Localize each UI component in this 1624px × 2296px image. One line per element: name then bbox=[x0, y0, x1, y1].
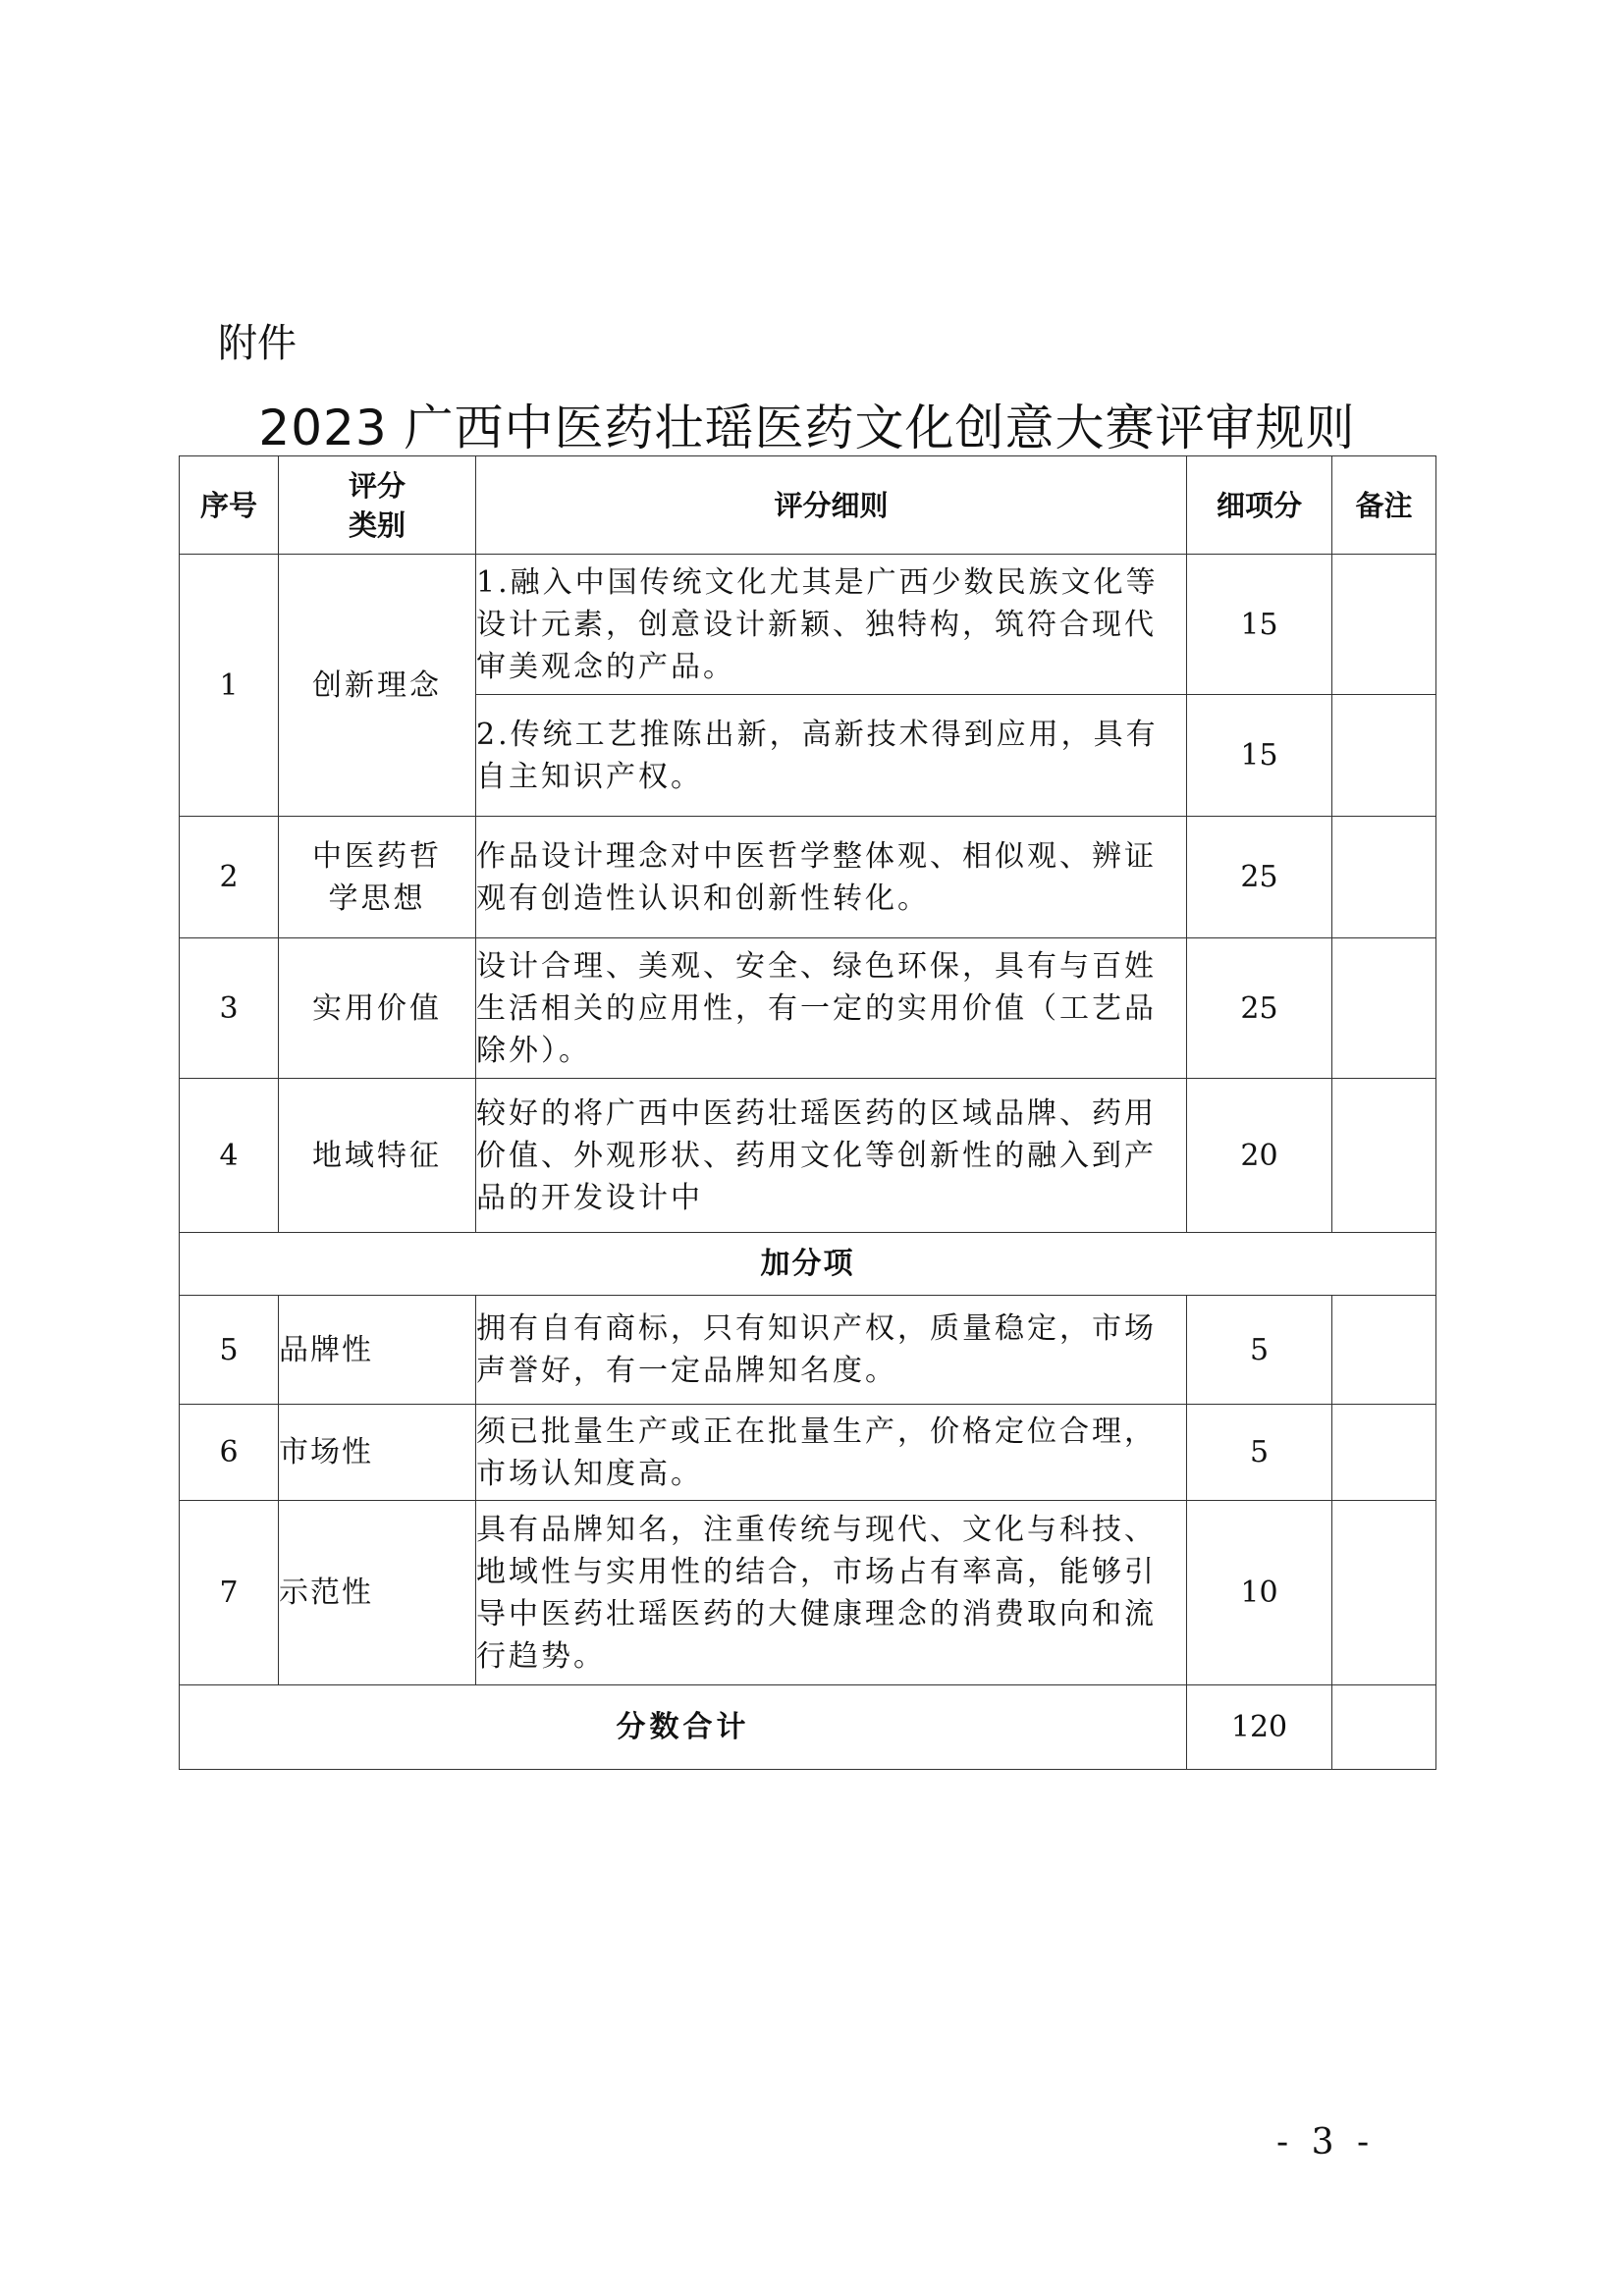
header-category bbox=[279, 456, 476, 555]
row-detail: 设计合理、美观、安全、绿色环保，具有与百姓生活相关的应用性，有一定的实用价值（工艺品除外）。 bbox=[476, 938, 1187, 1079]
row-category: 创新理念 bbox=[279, 555, 476, 817]
header-row bbox=[180, 456, 1436, 555]
row-score: 25 bbox=[1187, 938, 1332, 1079]
row-remarks bbox=[1332, 1079, 1436, 1233]
row-category: 示范性 bbox=[279, 1501, 476, 1685]
row-category-text: 中医药哲学思想 bbox=[312, 838, 442, 916]
table-row bbox=[180, 555, 1436, 695]
row-category: 地域特征 bbox=[279, 1079, 476, 1233]
row-detail: 拥有自有商标，只有知识产权，质量稳定，市场声誉好，有一定品牌知名度。 bbox=[476, 1296, 1187, 1405]
row-seq: 2 bbox=[180, 817, 279, 938]
row-category: 品牌性 bbox=[279, 1296, 476, 1405]
row-remarks bbox=[1332, 555, 1436, 695]
row-score: 15 bbox=[1187, 555, 1332, 695]
table-row bbox=[180, 1501, 1436, 1685]
row-category: 实用价值 bbox=[279, 938, 476, 1079]
row-detail: 较好的将广西中医药壮瑶医药的区域品牌、药用价值、外观形状、药用文化等创新性的融入到产品的开发设计中 bbox=[476, 1079, 1187, 1233]
scoring-rules-table bbox=[179, 455, 1436, 1770]
header-seq: 序号 bbox=[180, 456, 279, 555]
row-remarks bbox=[1332, 1296, 1436, 1405]
header-remarks: 备注 bbox=[1332, 456, 1436, 555]
row-seq: 6 bbox=[180, 1405, 279, 1501]
bonus-label: 加分项 bbox=[180, 1233, 1436, 1296]
table-row bbox=[180, 1079, 1436, 1233]
header-details: 评分细则 bbox=[476, 456, 1187, 555]
table-row bbox=[180, 1296, 1436, 1405]
total-row bbox=[180, 1685, 1436, 1770]
row-remarks bbox=[1332, 1501, 1436, 1685]
total-remarks bbox=[1332, 1685, 1436, 1770]
row-score: 5 bbox=[1187, 1296, 1332, 1405]
row-score: 15 bbox=[1187, 695, 1332, 817]
row-detail: 具有品牌知名，注重传统与现代、文化与科技、地域性与实用性的结合，市场占有率高，能够引导中医药壮瑶医药的大健康理念的消费取向和流行趋势。 bbox=[476, 1501, 1187, 1685]
table-row bbox=[180, 1405, 1436, 1501]
table-row bbox=[180, 938, 1436, 1079]
row-remarks bbox=[1332, 938, 1436, 1079]
row-score: 20 bbox=[1187, 1079, 1332, 1233]
document-title: 2023 广西中医药壮瑶医药文化创意大赛评审规则 bbox=[258, 400, 1356, 456]
row-seq: 7 bbox=[180, 1501, 279, 1685]
row-score: 10 bbox=[1187, 1501, 1332, 1685]
row-score: 25 bbox=[1187, 817, 1332, 938]
total-score: 120 bbox=[1187, 1685, 1332, 1770]
header-score: 细项分 bbox=[1187, 456, 1332, 555]
row-seq: 5 bbox=[180, 1296, 279, 1405]
row-seq: 3 bbox=[180, 938, 279, 1079]
row-seq: 1 bbox=[180, 555, 279, 817]
row-seq: 4 bbox=[180, 1079, 279, 1233]
row-category: 市场性 bbox=[279, 1405, 476, 1501]
table-row bbox=[180, 817, 1436, 938]
header-category-text: 评分类别 bbox=[348, 468, 406, 542]
page-number: - 3 - bbox=[1276, 2122, 1376, 2163]
row-category bbox=[279, 817, 476, 938]
row-detail: 2.传统工艺推陈出新，高新技术得到应用，具有自主知识产权。 bbox=[476, 695, 1187, 817]
row-detail: 须已批量生产或正在批量生产，价格定位合理，市场认知度高。 bbox=[476, 1405, 1187, 1501]
row-remarks bbox=[1332, 817, 1436, 938]
row-score: 5 bbox=[1187, 1405, 1332, 1501]
row-remarks bbox=[1332, 1405, 1436, 1501]
bonus-header-row bbox=[180, 1233, 1436, 1296]
row-detail: 1.融入中国传统文化尤其是广西少数民族文化等设计元素，创意设计新颖、独特构，筑符合现代审美观念的产品。 bbox=[476, 555, 1187, 695]
annex-label: 附件 bbox=[218, 321, 297, 366]
row-remarks bbox=[1332, 695, 1436, 817]
row-detail: 作品设计理念对中医哲学整体观、相似观、辨证观有创造性认识和创新性转化。 bbox=[476, 817, 1187, 938]
total-label: 分数合计 bbox=[180, 1685, 1187, 1770]
